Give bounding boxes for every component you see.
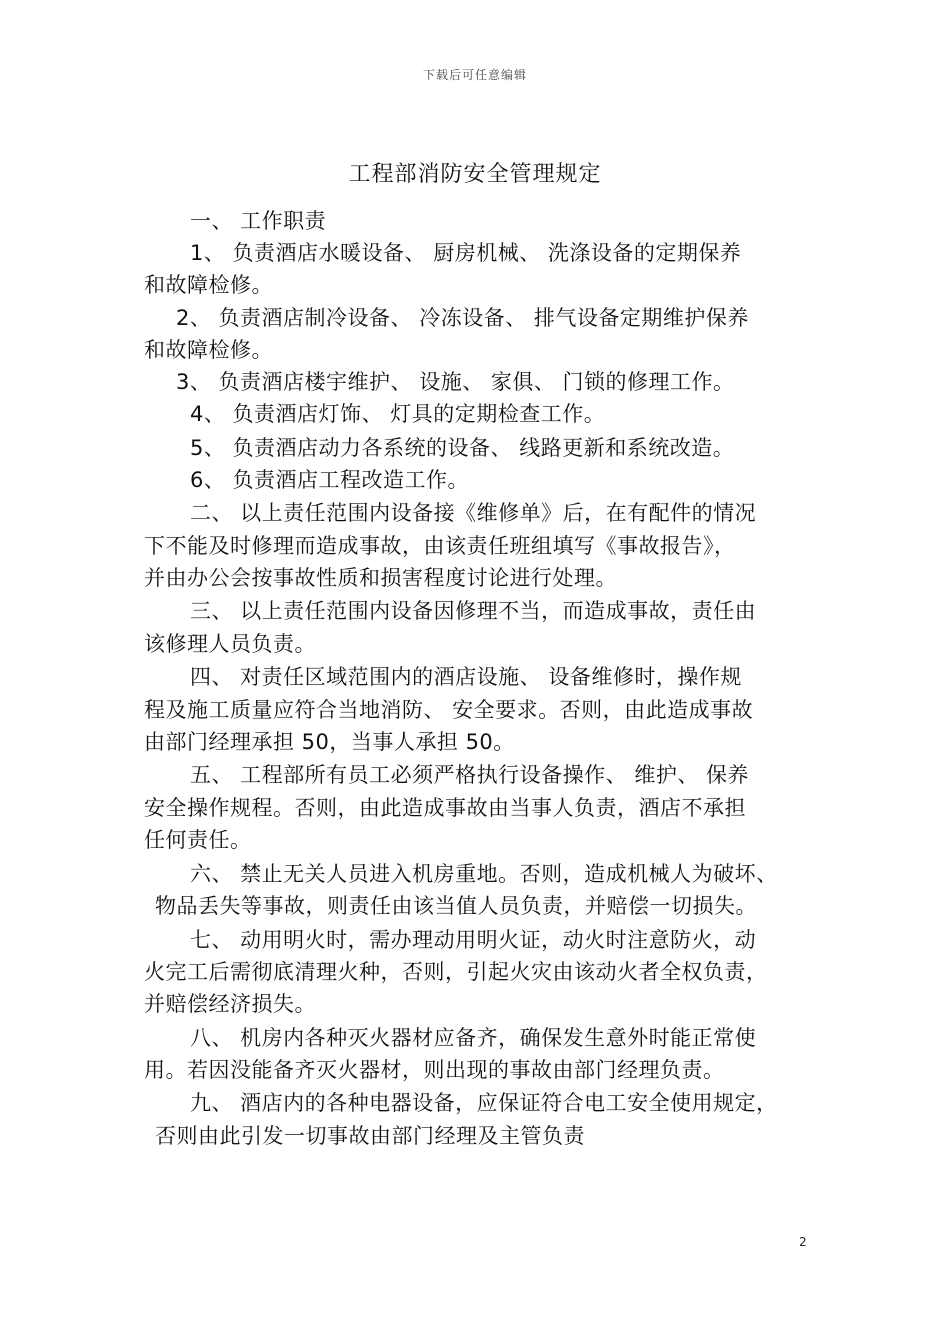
- page-number: 2: [799, 1235, 807, 1249]
- document-title: 工程部消防安全管理规定: [348, 162, 602, 187]
- paragraph-line: 和故障检修。: [144, 273, 273, 297]
- paragraph-line: 6、 负责酒店工程改造工作。: [190, 468, 470, 492]
- paragraph-line: 五、 工程部所有员工必须严格执行设备操作、 维护、 保养: [190, 763, 750, 787]
- paragraph-line: 三、 以上责任范围内设备因修理不当，而造成事故，责任由: [190, 599, 757, 623]
- paragraph-line: 六、 禁止无关人员进入机房重地。否则，造成机械人为破坏、: [190, 862, 778, 886]
- paragraph-line: 由部门经理承担 50，当事人承担 50。: [144, 730, 515, 754]
- paragraph-line: 七、 动用明火时，需办理动用明火证，动火时注意防火，动: [190, 928, 757, 952]
- paragraph-line: 5、 负责酒店动力各系统的设备、 线路更新和系统改造。: [190, 436, 735, 460]
- paragraph-line: 2、 负责酒店制冷设备、 冷冻设备、 排气设备定期维护保养: [176, 306, 749, 330]
- paragraph-line: 并赔偿经济损失。: [144, 992, 316, 1016]
- paragraph-line: 火完工后需彻底清理火种，否则，引起火灾由该动火者全权负责，: [144, 960, 768, 984]
- download-note: 下载后可任意编辑: [422, 68, 527, 82]
- paragraph-line: 二、 以上责任范围内设备接《维修单》后，在有配件的情况: [190, 501, 757, 525]
- paragraph-line: 并由办公会按事故性质和损害程度讨论进行处理。: [144, 566, 617, 590]
- paragraph-line: 安全操作规程。否则，由此造成事故由当事人负责，酒店不承担: [144, 796, 746, 820]
- paragraph-line: 3、 负责酒店楼宇维护、 设施、 家俱、 门锁的修理工作。: [176, 370, 735, 394]
- paragraph-line: 下不能及时修理而造成事故，由该责任班组填写《事故报告》，: [144, 534, 736, 558]
- paragraph-line: 九、 酒店内的各种电器设备，应保证符合电工安全使用规定，: [190, 1091, 778, 1115]
- paragraph-line: 任何责任。: [144, 828, 252, 852]
- paragraph-line: 4、 负责酒店灯饰、 灯具的定期检查工作。: [190, 402, 606, 426]
- paragraph-line: 该修理人员负责。: [144, 632, 316, 656]
- paragraph-line: 八、 机房内各种灭火器材应备齐，确保发生意外时能正常使: [190, 1026, 757, 1050]
- paragraph-line: 否则由此引发一切事故由部门经理及主管负责: [155, 1124, 585, 1148]
- paragraph-line: 1、 负责酒店水暖设备、 厨房机械、 洗涤设备的定期保养: [190, 241, 742, 265]
- paragraph-line: 和故障检修。: [144, 338, 273, 362]
- paragraph-line: 物品丢失等事故，则责任由该当值人员负责，并赔偿一切损失。: [155, 894, 757, 918]
- paragraph-line: 一、 工作职责: [190, 209, 327, 233]
- paragraph-line: 程及施工质量应符合当地消防、 安全要求。否则，由此造成事故: [144, 698, 754, 722]
- paragraph-line: 四、 对责任区域范围内的酒店设施、 设备维修时，操作规: [190, 665, 742, 689]
- paragraph-line: 用。若因没能备齐灭火器材，则出现的事故由部门经理负责。: [144, 1058, 725, 1082]
